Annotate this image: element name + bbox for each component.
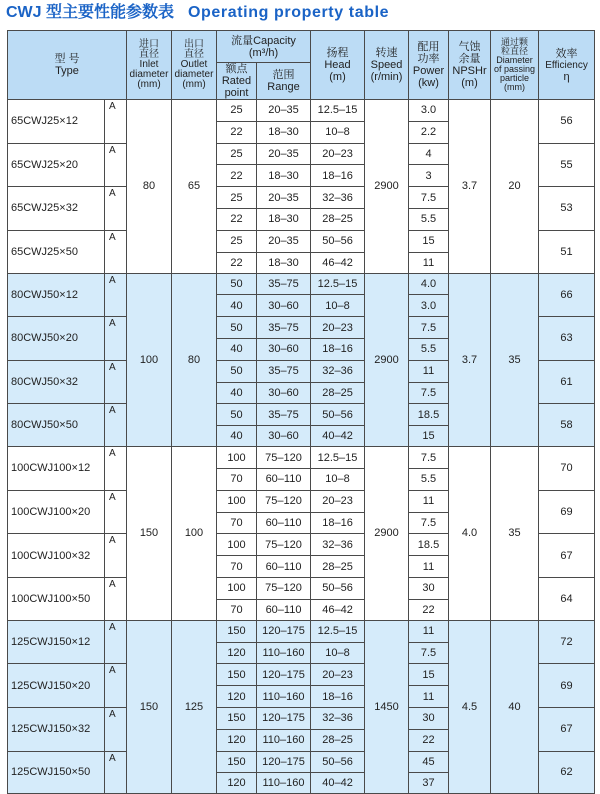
rated-capacity: 150	[217, 751, 257, 773]
header-inlet-en: Inlet diameter (mm)	[129, 59, 169, 90]
head-range: 20–23	[311, 143, 365, 165]
variant-mark: A	[105, 230, 127, 273]
power-value: 3.0	[409, 295, 449, 317]
inlet-diameter: 100	[127, 273, 172, 447]
power-value: 7.5	[409, 382, 449, 404]
npsh-value: 4.0	[449, 447, 491, 621]
header-passing	[491, 31, 539, 100]
capacity-range: 18–30	[257, 165, 311, 187]
efficiency-value: 64	[539, 577, 595, 620]
capacity-range: 30–60	[257, 426, 311, 447]
power-value: 30	[409, 707, 449, 729]
head-range: 50–56	[311, 230, 365, 252]
table-body	[8, 100, 595, 794]
capacity-range: 60–110	[257, 556, 311, 578]
capacity-range: 20–35	[257, 100, 311, 122]
efficiency-value: 72	[539, 620, 595, 664]
header-range	[257, 63, 311, 100]
efficiency-value: 62	[539, 751, 595, 794]
model-type: 65CWJ25×20	[8, 143, 105, 187]
head-range: 20–23	[311, 664, 365, 686]
header-range-cn: 范围	[272, 69, 295, 81]
capacity-range: 75–120	[257, 534, 311, 556]
power-value: 18.5	[409, 534, 449, 556]
head-range: 12.5–15	[311, 620, 365, 642]
passing-diameter: 35	[491, 447, 539, 621]
rated-capacity: 100	[217, 490, 257, 512]
header-power-en: Power (kw)	[412, 65, 445, 89]
header-capacity-unit: (m³/h)	[248, 46, 279, 59]
header-speed	[365, 31, 409, 100]
head-range: 12.5–15	[311, 100, 365, 122]
variant-mark: A	[105, 404, 127, 447]
npsh-value: 3.7	[449, 273, 491, 447]
rated-capacity: 40	[217, 295, 257, 317]
rated-capacity: 50	[217, 404, 257, 426]
rated-capacity: 40	[217, 382, 257, 404]
power-value: 4.0	[409, 273, 449, 295]
header-head-en: Head (m)	[324, 59, 351, 83]
head-range: 10–8	[311, 121, 365, 143]
head-range: 18–16	[311, 512, 365, 534]
power-value: 37	[409, 773, 449, 794]
power-value: 5.5	[409, 468, 449, 490]
capacity-range: 75–120	[257, 577, 311, 599]
rated-capacity: 22	[217, 165, 257, 187]
outlet-diameter: 80	[172, 273, 217, 447]
model-type: 125CWJ150×12	[8, 620, 105, 664]
rated-capacity: 25	[217, 100, 257, 122]
rated-capacity: 70	[217, 512, 257, 534]
efficiency-value: 67	[539, 707, 595, 751]
rated-capacity: 70	[217, 468, 257, 490]
power-value: 18.5	[409, 404, 449, 426]
rated-capacity: 25	[217, 143, 257, 165]
capacity-range: 75–120	[257, 447, 311, 469]
rated-capacity: 22	[217, 252, 257, 273]
head-range: 46–42	[311, 252, 365, 273]
inlet-diameter: 150	[127, 620, 172, 794]
inlet-diameter: 150	[127, 447, 172, 621]
power-value: 4	[409, 143, 449, 165]
efficiency-value: 51	[539, 230, 595, 273]
head-range: 32–36	[311, 187, 365, 209]
header-speed-cn: 转速	[375, 47, 398, 59]
header-range-en: Range	[267, 81, 300, 93]
header-rated-cn: 额点	[225, 63, 248, 75]
rated-capacity: 40	[217, 426, 257, 447]
rated-capacity: 100	[217, 534, 257, 556]
power-value: 11	[409, 620, 449, 642]
rated-capacity: 150	[217, 707, 257, 729]
head-range: 18–16	[311, 165, 365, 187]
head-range: 32–36	[311, 360, 365, 382]
head-range: 10–8	[311, 295, 365, 317]
capacity-range: 18–30	[257, 208, 311, 230]
header-eff	[539, 31, 595, 100]
header-type	[8, 31, 127, 100]
model-type: 80CWJ50×20	[8, 317, 105, 361]
passing-diameter: 40	[491, 620, 539, 794]
capacity-range: 110–160	[257, 686, 311, 708]
head-range: 20–23	[311, 317, 365, 339]
head-range: 28–25	[311, 208, 365, 230]
variant-mark: A	[105, 664, 127, 708]
power-value: 11	[409, 360, 449, 382]
header-npsh-cn: 气蚀 余量	[458, 41, 481, 65]
efficiency-value: 53	[539, 187, 595, 231]
capacity-range: 30–60	[257, 382, 311, 404]
head-range: 32–36	[311, 707, 365, 729]
capacity-range: 120–175	[257, 664, 311, 686]
capacity-range: 110–160	[257, 773, 311, 794]
head-range: 28–25	[311, 382, 365, 404]
capacity-range: 120–175	[257, 707, 311, 729]
capacity-range: 35–75	[257, 317, 311, 339]
npsh-value: 4.5	[449, 620, 491, 794]
header-capacity	[217, 31, 311, 63]
table-row	[8, 100, 595, 122]
power-value: 11	[409, 556, 449, 578]
efficiency-value: 69	[539, 664, 595, 708]
header-type-cn: 型 号	[54, 53, 80, 65]
head-range: 50–56	[311, 577, 365, 599]
head-range: 18–16	[311, 686, 365, 708]
passing-diameter: 20	[491, 100, 539, 274]
variant-mark: A	[105, 447, 127, 491]
capacity-range: 110–160	[257, 729, 311, 751]
model-type: 100CWJ100×50	[8, 577, 105, 620]
rated-capacity: 22	[217, 208, 257, 230]
model-type: 125CWJ150×32	[8, 707, 105, 751]
capacity-range: 60–110	[257, 468, 311, 490]
speed-value: 1450	[365, 620, 409, 794]
power-value: 7.5	[409, 447, 449, 469]
variant-mark: A	[105, 317, 127, 361]
variant-mark: A	[105, 620, 127, 664]
power-value: 11	[409, 252, 449, 273]
efficiency-value: 58	[539, 404, 595, 447]
outlet-diameter: 125	[172, 620, 217, 794]
head-range: 12.5–15	[311, 273, 365, 295]
capacity-range: 20–35	[257, 187, 311, 209]
header-npsh-en: NPSHr (m)	[452, 65, 487, 89]
header-outlet-cn: 出口 直径	[184, 39, 204, 60]
rated-capacity: 25	[217, 187, 257, 209]
power-value: 15	[409, 426, 449, 447]
rated-capacity: 70	[217, 599, 257, 620]
rated-capacity: 50	[217, 360, 257, 382]
header-passing-cn: 通过颗 粒直径	[501, 37, 529, 56]
rated-capacity: 120	[217, 686, 257, 708]
title-en: Operating property table	[188, 4, 390, 21]
efficiency-value: 67	[539, 534, 595, 578]
rated-capacity: 22	[217, 121, 257, 143]
rated-capacity: 150	[217, 620, 257, 642]
power-value: 5.5	[409, 208, 449, 230]
model-type: 125CWJ150×20	[8, 664, 105, 708]
power-value: 7.5	[409, 642, 449, 664]
head-range: 50–56	[311, 751, 365, 773]
power-value: 22	[409, 729, 449, 751]
speed-value: 2900	[365, 447, 409, 621]
rated-capacity: 100	[217, 577, 257, 599]
head-range: 20–23	[311, 490, 365, 512]
power-value: 7.5	[409, 512, 449, 534]
header-power	[409, 31, 449, 100]
model-type: 100CWJ100×32	[8, 534, 105, 578]
rated-capacity: 70	[217, 556, 257, 578]
header-rated	[217, 63, 257, 100]
capacity-range: 35–75	[257, 273, 311, 295]
inlet-diameter: 80	[127, 100, 172, 274]
header-npsh	[449, 31, 491, 100]
npsh-value: 3.7	[449, 100, 491, 274]
capacity-range: 30–60	[257, 295, 311, 317]
head-range: 40–42	[311, 773, 365, 794]
power-value: 30	[409, 577, 449, 599]
outlet-diameter: 100	[172, 447, 217, 621]
title-cn: CWJ 型主要性能参数表	[6, 4, 175, 21]
model-type: 80CWJ50×50	[8, 404, 105, 447]
efficiency-value: 69	[539, 490, 595, 534]
header-power-cn: 配用 功率	[417, 41, 440, 65]
model-type: 100CWJ100×20	[8, 490, 105, 534]
capacity-range: 35–75	[257, 404, 311, 426]
rated-capacity: 100	[217, 447, 257, 469]
head-range: 40–42	[311, 426, 365, 447]
rated-capacity: 40	[217, 338, 257, 360]
capacity-range: 75–120	[257, 490, 311, 512]
capacity-range: 60–110	[257, 512, 311, 534]
efficiency-value: 63	[539, 317, 595, 361]
efficiency-value: 56	[539, 100, 595, 144]
capacity-range: 120–175	[257, 751, 311, 773]
header-capacity-cn: 流量Capacity	[231, 34, 296, 47]
variant-mark: A	[105, 751, 127, 794]
power-value: 2.2	[409, 121, 449, 143]
rated-capacity: 120	[217, 729, 257, 751]
capacity-range: 20–35	[257, 143, 311, 165]
head-range: 28–25	[311, 556, 365, 578]
power-value: 3	[409, 165, 449, 187]
variant-mark: A	[105, 100, 127, 144]
capacity-range: 30–60	[257, 338, 311, 360]
rated-capacity: 120	[217, 773, 257, 794]
header-passing-en: Diameter of passing particle (mm)	[494, 55, 536, 92]
speed-value: 2900	[365, 100, 409, 274]
table-row	[8, 620, 595, 642]
model-type: 80CWJ50×32	[8, 360, 105, 404]
head-range: 28–25	[311, 729, 365, 751]
outlet-diameter: 65	[172, 100, 217, 274]
rated-capacity: 120	[217, 642, 257, 664]
power-value: 15	[409, 230, 449, 252]
header-inlet	[127, 31, 172, 100]
head-range: 32–36	[311, 534, 365, 556]
model-type: 65CWJ25×12	[8, 100, 105, 144]
capacity-range: 18–30	[257, 121, 311, 143]
capacity-range: 110–160	[257, 642, 311, 664]
head-range: 10–8	[311, 642, 365, 664]
variant-mark: A	[105, 577, 127, 620]
capacity-range: 18–30	[257, 252, 311, 273]
passing-diameter: 35	[491, 273, 539, 447]
table-row	[8, 447, 595, 469]
rated-capacity: 25	[217, 230, 257, 252]
header-head-cn: 扬程	[326, 47, 349, 59]
rated-capacity: 50	[217, 317, 257, 339]
head-range: 12.5–15	[311, 447, 365, 469]
model-type: 80CWJ50×12	[8, 273, 105, 317]
header-inlet-cn: 进口 直径	[139, 39, 159, 60]
variant-mark: A	[105, 360, 127, 404]
capacity-range: 35–75	[257, 360, 311, 382]
header-outlet	[172, 31, 217, 100]
model-type: 125CWJ150×50	[8, 751, 105, 794]
power-value: 7.5	[409, 317, 449, 339]
rated-capacity: 50	[217, 273, 257, 295]
header-eff-cn: 效率	[555, 47, 578, 60]
model-type: 100CWJ100×12	[8, 447, 105, 491]
header-outlet-en: Outlet diameter (mm)	[174, 59, 214, 90]
variant-mark: A	[105, 187, 127, 231]
head-range: 10–8	[311, 468, 365, 490]
variant-mark: A	[105, 273, 127, 317]
header-speed-en: Speed (r/min)	[370, 59, 403, 83]
power-value: 11	[409, 490, 449, 512]
header-rated-en: Rated point	[221, 75, 252, 99]
model-type: 65CWJ25×32	[8, 187, 105, 231]
capacity-range: 120–175	[257, 620, 311, 642]
variant-mark: A	[105, 490, 127, 534]
efficiency-value: 66	[539, 273, 595, 317]
power-value: 22	[409, 599, 449, 620]
page-title	[6, 0, 389, 26]
power-value: 45	[409, 751, 449, 773]
head-range: 18–16	[311, 338, 365, 360]
capacity-range: 20–35	[257, 230, 311, 252]
header-eff-sym: η	[563, 70, 570, 83]
efficiency-value: 55	[539, 143, 595, 187]
power-value: 7.5	[409, 187, 449, 209]
speed-value: 2900	[365, 273, 409, 447]
power-value: 5.5	[409, 338, 449, 360]
power-value: 3.0	[409, 100, 449, 122]
efficiency-value: 61	[539, 360, 595, 404]
capacity-range: 60–110	[257, 599, 311, 620]
power-value: 11	[409, 686, 449, 708]
header-type-en: Type	[55, 65, 79, 77]
model-type: 65CWJ25×50	[8, 230, 105, 273]
efficiency-value: 70	[539, 447, 595, 491]
header-eff-en: Efficiency	[545, 59, 588, 71]
performance-table	[7, 30, 595, 794]
head-range: 46–42	[311, 599, 365, 620]
variant-mark: A	[105, 143, 127, 187]
rated-capacity: 150	[217, 664, 257, 686]
variant-mark: A	[105, 707, 127, 751]
power-value: 15	[409, 664, 449, 686]
variant-mark: A	[105, 534, 127, 578]
table-row	[8, 273, 595, 295]
header-head	[311, 31, 365, 100]
head-range: 50–56	[311, 404, 365, 426]
